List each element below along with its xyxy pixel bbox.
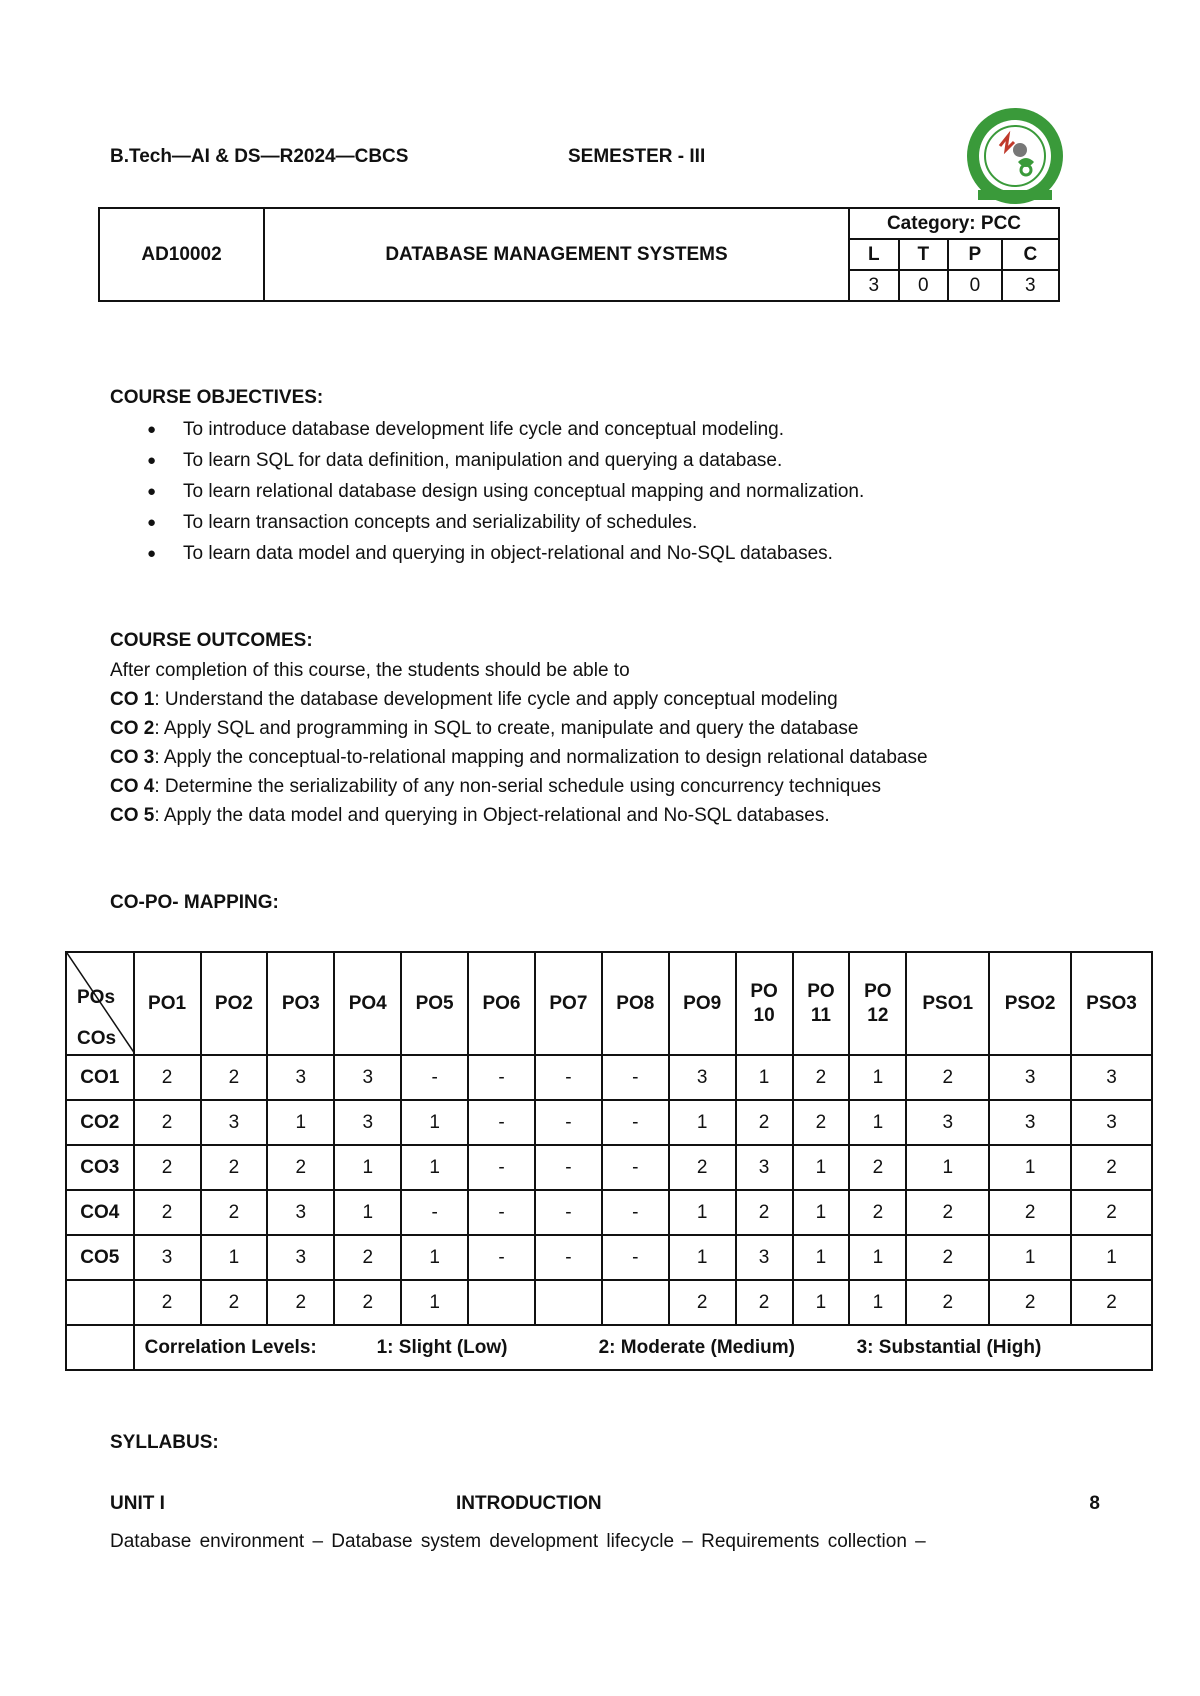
co-label: CO 4 [110, 776, 155, 797]
table-cell: - [468, 1145, 535, 1190]
table-cell: 3 [669, 1055, 736, 1100]
table-cell: 2 [906, 1235, 989, 1280]
co-text: : Understand the database development life cycle and apply conceptual modeling [154, 689, 838, 710]
mapping-heading: CO-PO- MAPPING: [110, 892, 279, 913]
table-cell: 2 [134, 1100, 201, 1145]
column-header: PO4 [334, 952, 401, 1055]
table-cell: 2 [736, 1190, 793, 1235]
bullet-icon: ● [147, 545, 157, 562]
column-header: PSO1 [906, 952, 989, 1055]
co-text: : Apply the data model and querying in Object-relational and No-SQL databases. [154, 805, 830, 826]
ltpc-value: 3 [849, 270, 899, 301]
row-label: CO1 [66, 1055, 134, 1100]
unit-number: UNIT I [110, 1493, 165, 1514]
table-cell: 3 [906, 1100, 989, 1145]
table-cell: 1 [849, 1235, 906, 1280]
table-cell: 1 [793, 1145, 850, 1190]
empty-cell [66, 1325, 134, 1370]
list-item [110, 801, 928, 830]
unit-title: INTRODUCTION [456, 1493, 602, 1514]
table-cell: 1 [201, 1235, 268, 1280]
table-cell: 3 [267, 1055, 334, 1100]
table-row [66, 1280, 1152, 1325]
ltpc-value: 3 [1002, 270, 1059, 301]
table-cell: 2 [267, 1145, 334, 1190]
table-cell: 1 [793, 1235, 850, 1280]
ltpc-value: 0 [899, 270, 949, 301]
ltpc-header: P [948, 239, 1002, 270]
table-cell: 2 [134, 1055, 201, 1100]
table-cell: 2 [201, 1190, 268, 1235]
table-cell: 2 [267, 1280, 334, 1325]
course-category: Category: PCC [849, 208, 1059, 239]
table-cell: - [401, 1055, 468, 1100]
column-header: PO1 [134, 952, 201, 1055]
table-cell [535, 1280, 602, 1325]
table-cell: 2 [201, 1145, 268, 1190]
table-cell: 3 [134, 1235, 201, 1280]
correlation-row [66, 1325, 1152, 1370]
syllabus-heading: SYLLABUS: [110, 1432, 219, 1453]
co-text: : Determine the serializability of any non-serial schedule using concurrency techniques [154, 776, 881, 797]
corner-header [66, 952, 134, 1055]
column-header: PO2 [201, 952, 268, 1055]
table-cell: 2 [1071, 1190, 1152, 1235]
table-cell: 3 [736, 1235, 793, 1280]
table-cell: 3 [267, 1190, 334, 1235]
objective-text: To introduce database development life cycle and conceptual modeling. [183, 419, 784, 440]
table-cell: 2 [793, 1100, 850, 1145]
table-cell: 1 [669, 1235, 736, 1280]
table-cell: 1 [334, 1145, 401, 1190]
ltpc-value: 0 [948, 270, 1002, 301]
table-cell: 2 [669, 1145, 736, 1190]
column-header: PO7 [535, 952, 602, 1055]
course-code: AD10002 [99, 208, 264, 301]
table-header-row [66, 952, 1152, 1055]
table-cell: 2 [1071, 1145, 1152, 1190]
table-row [66, 1100, 1152, 1145]
table-cell: 1 [401, 1280, 468, 1325]
correlation-levels [134, 1325, 1152, 1370]
correlation-level: 3: Substantial (High) [856, 1336, 1042, 1358]
column-header: PO8 [602, 952, 669, 1055]
correlation-label: Correlation Levels: [144, 1336, 317, 1358]
column-header: PSO2 [989, 952, 1071, 1055]
table-cell: 2 [989, 1190, 1071, 1235]
row-label [66, 1280, 134, 1325]
table-cell: 1 [401, 1100, 468, 1145]
table-cell: 2 [736, 1100, 793, 1145]
table-cell: 3 [1071, 1055, 1152, 1100]
table-cell: - [468, 1235, 535, 1280]
co-label: CO 5 [110, 805, 155, 826]
co-label: CO 2 [110, 718, 155, 739]
list-item [110, 772, 928, 801]
list-item [110, 685, 928, 714]
bullet-icon: ● [147, 452, 157, 469]
table-cell: 1 [793, 1280, 850, 1325]
row-label: CO4 [66, 1190, 134, 1235]
table-cell: 1 [669, 1100, 736, 1145]
outcomes-block [110, 656, 928, 830]
list-item [110, 743, 928, 772]
column-header: PO6 [468, 952, 535, 1055]
pos-label: POs [77, 987, 116, 1008]
table-cell: 2 [201, 1280, 268, 1325]
table-cell: - [468, 1055, 535, 1100]
table-cell: - [602, 1190, 669, 1235]
objective-text: To learn transaction concepts and serializability of schedules. [183, 512, 698, 533]
co-text: : Apply SQL and programming in SQL to create, manipulate and query the database [154, 718, 859, 739]
table-cell: 2 [736, 1280, 793, 1325]
table-cell: 3 [334, 1055, 401, 1100]
co-label: CO 3 [110, 747, 155, 768]
unit-description: Database environment – Database system development lifecycle – Requirements collection – [110, 1531, 926, 1552]
table-row [66, 1235, 1152, 1280]
objective-text: To learn data model and querying in object-relational and No-SQL databases. [183, 543, 833, 564]
program-title: B.Tech—AI & DS—R2024—CBCS [110, 146, 409, 167]
ltpc-header: C [1002, 239, 1059, 270]
course-title: DATABASE MANAGEMENT SYSTEMS [264, 208, 849, 301]
table-cell: - [602, 1235, 669, 1280]
table-cell: 2 [334, 1235, 401, 1280]
bullet-icon: ● [147, 421, 157, 438]
table-cell: 1 [267, 1100, 334, 1145]
table-cell: 2 [906, 1055, 989, 1100]
table-cell: 1 [334, 1190, 401, 1235]
column-header: PO 11 [793, 952, 850, 1055]
table-cell [602, 1280, 669, 1325]
list-item [110, 445, 864, 476]
table-cell: 1 [669, 1190, 736, 1235]
table-cell: 1 [849, 1280, 906, 1325]
table-cell: 1 [401, 1235, 468, 1280]
table-cell: - [535, 1055, 602, 1100]
table-cell: - [602, 1100, 669, 1145]
table-cell: 3 [1071, 1100, 1152, 1145]
table-cell [468, 1280, 535, 1325]
table-cell: 2 [1071, 1280, 1152, 1325]
table-cell: 1 [1071, 1235, 1152, 1280]
table-cell: 2 [669, 1280, 736, 1325]
list-item [110, 538, 864, 569]
table-cell: 1 [736, 1055, 793, 1100]
objectives-list [110, 414, 864, 569]
list-item [110, 507, 864, 538]
outcomes-intro: After completion of this course, the students should be able to [110, 660, 630, 681]
column-header: PO5 [401, 952, 468, 1055]
table-cell: 1 [401, 1145, 468, 1190]
objective-text: To learn SQL for data definition, manipulation and querying a database. [183, 450, 783, 471]
table-cell: 2 [134, 1190, 201, 1235]
column-header: PO 12 [849, 952, 906, 1055]
column-header: PSO3 [1071, 952, 1152, 1055]
row-label: CO5 [66, 1235, 134, 1280]
table-cell: - [602, 1055, 669, 1100]
unit-hours: 8 [1089, 1493, 1100, 1514]
table-cell: 2 [849, 1145, 906, 1190]
table-cell: - [535, 1145, 602, 1190]
co-text: : Apply the conceptual-to-relational mapping and normalization to design relational database [154, 747, 928, 768]
table-cell: 2 [849, 1190, 906, 1235]
table-cell: 3 [201, 1100, 268, 1145]
table-cell: 3 [736, 1145, 793, 1190]
column-header: PO 10 [736, 952, 793, 1055]
table-cell: - [468, 1100, 535, 1145]
column-header: PO9 [669, 952, 736, 1055]
co-label: CO 1 [110, 689, 155, 710]
table-cell: 2 [134, 1145, 201, 1190]
table-cell: 2 [201, 1055, 268, 1100]
correlation-level: 1: Slight (Low) [376, 1336, 508, 1358]
table-cell: 3 [334, 1100, 401, 1145]
bullet-icon: ● [147, 514, 157, 531]
table-cell: 3 [989, 1055, 1071, 1100]
table-cell: 2 [334, 1280, 401, 1325]
ltpc-header: T [899, 239, 949, 270]
row-label: CO3 [66, 1145, 134, 1190]
list-item [110, 476, 864, 507]
list-item [110, 414, 864, 445]
table-cell: - [535, 1100, 602, 1145]
semester-label: SEMESTER - III [568, 146, 706, 167]
row-label: CO2 [66, 1100, 134, 1145]
table-cell: - [535, 1190, 602, 1235]
table-cell: 2 [989, 1280, 1071, 1325]
table-row [66, 1145, 1152, 1190]
table-cell: 1 [906, 1145, 989, 1190]
objectives-heading: COURSE OBJECTIVES: [110, 387, 324, 408]
table-cell: - [468, 1190, 535, 1235]
table-cell: 1 [849, 1055, 906, 1100]
cos-label: COs [77, 1028, 117, 1049]
outcomes-heading: COURSE OUTCOMES: [110, 630, 313, 651]
bullet-icon: ● [147, 483, 157, 500]
table-row [66, 1055, 1152, 1100]
college-logo [960, 104, 1070, 210]
course-info-table [98, 207, 1060, 302]
ltpc-header: L [849, 239, 899, 270]
table-cell: 2 [134, 1280, 201, 1325]
table-cell: 3 [267, 1235, 334, 1280]
table-cell: - [535, 1235, 602, 1280]
table-cell: 3 [989, 1100, 1071, 1145]
table-cell: 2 [906, 1280, 989, 1325]
table-cell: 1 [849, 1100, 906, 1145]
table-cell: 1 [989, 1235, 1071, 1280]
table-cell: 1 [989, 1145, 1071, 1190]
table-row [66, 1190, 1152, 1235]
correlation-level: 2: Moderate (Medium) [598, 1336, 795, 1358]
objective-text: To learn relational database design using conceptual mapping and normalization. [183, 481, 865, 502]
table-cell: 2 [793, 1055, 850, 1100]
list-item [110, 714, 928, 743]
table-cell: 2 [906, 1190, 989, 1235]
table-cell: - [602, 1145, 669, 1190]
unit-row [110, 1493, 1100, 1519]
table-cell: - [401, 1190, 468, 1235]
co-po-mapping-table [65, 951, 1153, 1371]
table-cell: 1 [793, 1190, 850, 1235]
column-header: PO3 [267, 952, 334, 1055]
